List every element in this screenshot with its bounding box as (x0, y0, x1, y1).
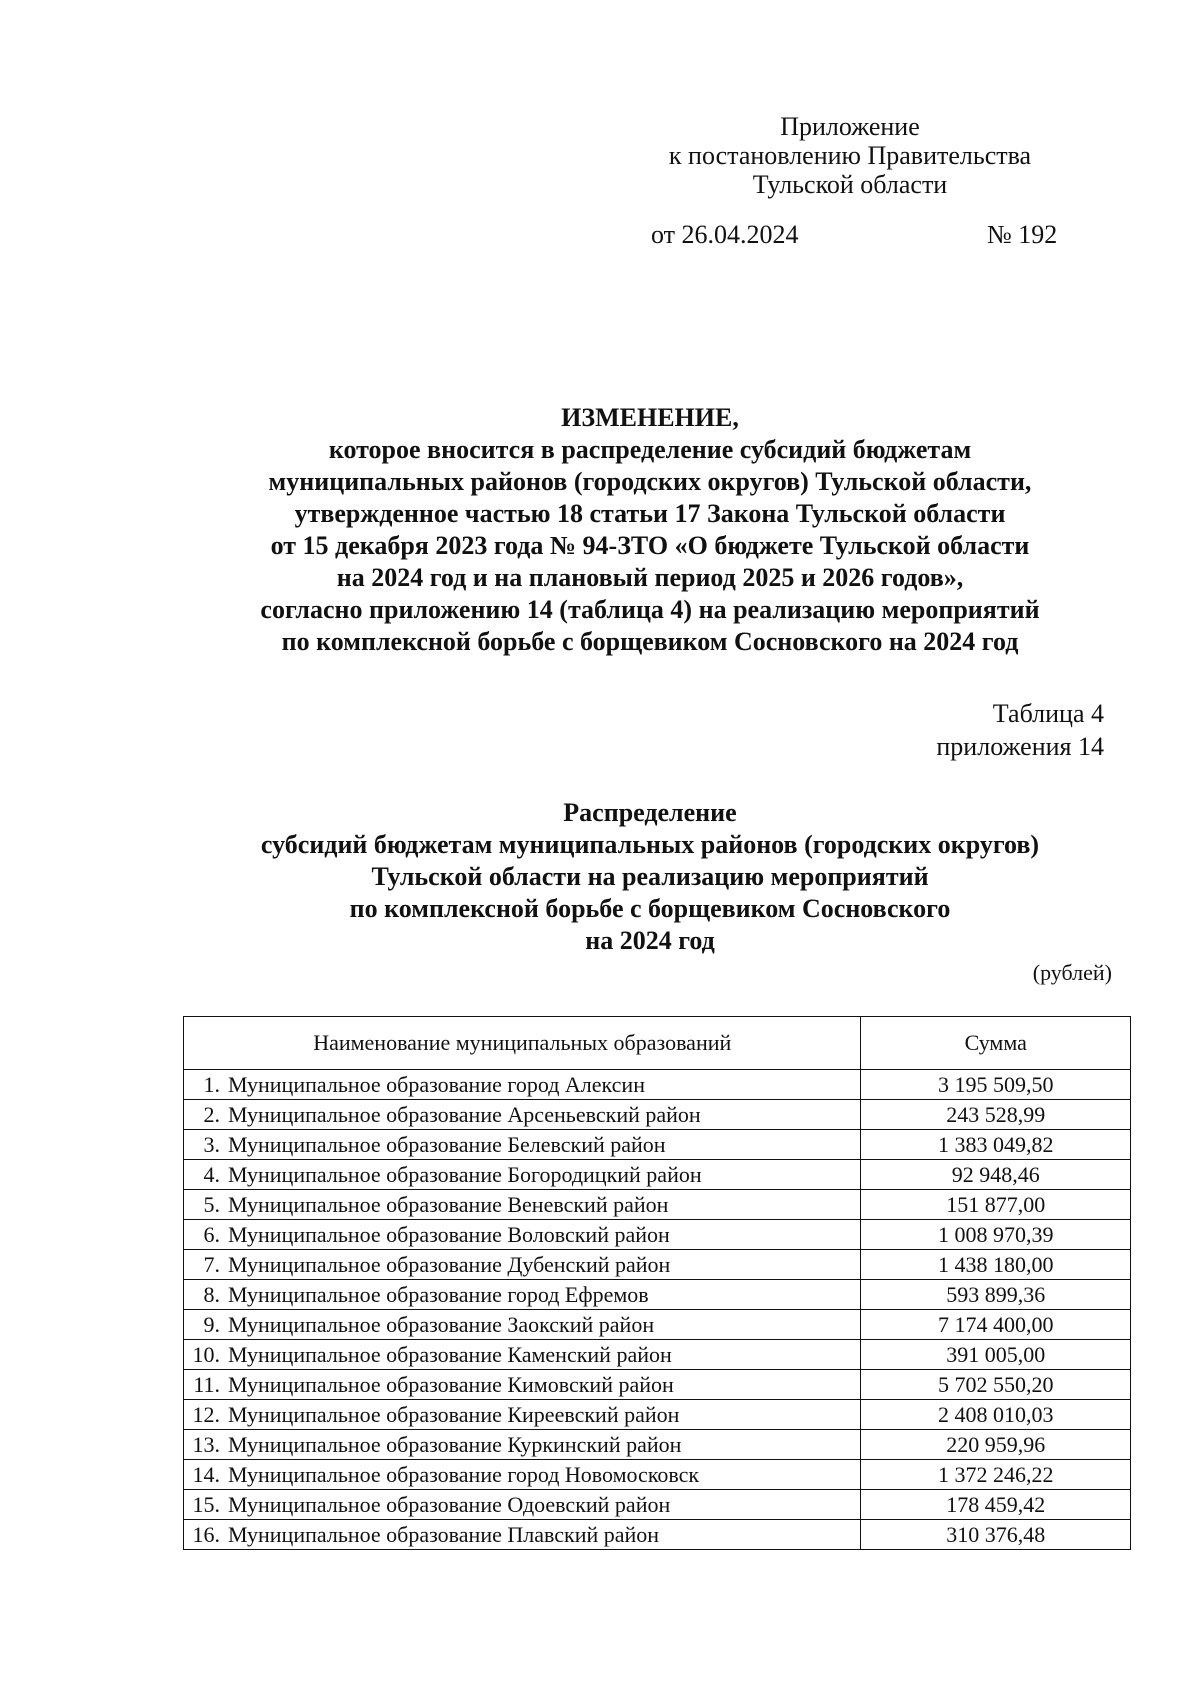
decree-number: № 192 (987, 220, 1058, 249)
row-number: 2. (203, 1102, 220, 1127)
heading-line: по комплексной борьбе с борщевиком Сосновского на 2024 год (281, 627, 1019, 656)
row-number: 15. (192, 1492, 220, 1517)
amount-cell: 220 959,96 (861, 1430, 1131, 1460)
table-ref-line: Таблица 4 (992, 699, 1104, 728)
header-amount: Сумма (861, 1017, 1131, 1070)
amount-cell: 92 948,46 (861, 1160, 1131, 1190)
municipality-name: Муниципальное образование Киреевский район (228, 1402, 680, 1427)
municipality-cell (184, 1070, 861, 1100)
appendix-line: к постановлению Правительства (668, 141, 1032, 170)
municipality-name: Муниципальное образование Каменский район (228, 1342, 672, 1367)
table-row (184, 1490, 1131, 1520)
table-title (120, 797, 1180, 957)
heading-line: на 2024 год и на плановый период 2025 и 2026 годов», (336, 563, 964, 592)
table-row (184, 1520, 1131, 1550)
subheading-line: Распределение (563, 798, 737, 827)
table-ref-line: приложения 14 (936, 732, 1104, 761)
municipality-name: Муниципальное образование Куркинский район (228, 1432, 682, 1457)
municipality-cell (184, 1100, 861, 1130)
table-row (184, 1370, 1131, 1400)
amount-cell: 1 383 049,82 (861, 1130, 1131, 1160)
amount-cell: 1 008 970,39 (861, 1220, 1131, 1250)
distribution-table (183, 1016, 1131, 1550)
row-number: 12. (192, 1402, 220, 1427)
row-number: 4. (203, 1162, 220, 1187)
table-row (184, 1430, 1131, 1460)
table-row (184, 1310, 1131, 1340)
row-number: 6. (203, 1222, 220, 1247)
heading-line: которое вносится в распределение субсидий бюджетам (328, 435, 972, 464)
table-row (184, 1460, 1131, 1490)
amount-cell: 593 899,36 (861, 1280, 1131, 1310)
row-number: 13. (192, 1432, 220, 1457)
appendix-block (630, 112, 1070, 199)
amount-cell: 7 174 400,00 (861, 1310, 1131, 1340)
document-heading (120, 402, 1180, 658)
table-row (184, 1130, 1131, 1160)
amount-cell: 178 459,42 (861, 1490, 1131, 1520)
row-number: 11. (193, 1372, 220, 1397)
row-number: 8. (203, 1282, 220, 1307)
municipality-cell (184, 1130, 861, 1160)
table-row (184, 1280, 1131, 1310)
amount-cell: 2 408 010,03 (861, 1400, 1131, 1430)
subheading-line: Тульской области на реализацию мероприятий (371, 862, 929, 891)
row-number: 16. (192, 1522, 220, 1547)
municipality-name: Муниципальное образование Одоевский район (228, 1492, 671, 1517)
heading-line: муниципальных районов (городских округов) Тульской области, (268, 467, 1032, 496)
municipality-name: Муниципальное образование Богородицкий район (228, 1162, 702, 1187)
amount-cell: 243 528,99 (861, 1100, 1131, 1130)
municipality-cell (184, 1430, 861, 1460)
table-row (184, 1100, 1131, 1130)
amount-cell: 1 372 246,22 (861, 1460, 1131, 1490)
subheading-line: субсидий бюджетам муниципальных районов (городских округов) (260, 830, 1040, 859)
table-row (184, 1400, 1131, 1430)
municipality-cell (184, 1280, 861, 1310)
table-body (184, 1070, 1131, 1550)
subheading-line: по комплексной борьбе с борщевиком Сосновского (349, 894, 951, 923)
header-name: Наименование муниципальных образований (184, 1017, 861, 1070)
amount-cell: 1 438 180,00 (861, 1250, 1131, 1280)
table-row (184, 1160, 1131, 1190)
row-number: 1. (203, 1072, 220, 1097)
table-header-row (184, 1017, 1131, 1070)
table-row (184, 1340, 1131, 1370)
decree-date: от 26.04.2024 (651, 220, 799, 249)
municipality-name: Муниципальное образование Заокский район (228, 1312, 655, 1337)
municipality-cell (184, 1370, 861, 1400)
table-row (184, 1190, 1131, 1220)
heading-line: утвержденное частью 18 статьи 17 Закона Тульской области (294, 499, 1006, 528)
units-label: (рублей) (1032, 960, 1112, 985)
municipality-name: Муниципальное образование Дубенский район (228, 1252, 671, 1277)
municipality-name: Муниципальное образование Плавский район (228, 1522, 660, 1547)
amount-cell: 151 877,00 (861, 1190, 1131, 1220)
municipality-name: Муниципальное образование Арсеньевский район (228, 1102, 701, 1127)
municipality-cell (184, 1400, 861, 1430)
municipality-name: Муниципальное образование Белевский район (228, 1132, 666, 1157)
municipality-cell (184, 1340, 861, 1370)
row-number: 9. (203, 1312, 220, 1337)
municipality-cell (184, 1160, 861, 1190)
table-row (184, 1070, 1131, 1100)
municipality-name: Муниципальное образование Воловский район (228, 1222, 670, 1247)
municipality-cell (184, 1520, 861, 1550)
table-row (184, 1250, 1131, 1280)
row-number: 14. (192, 1462, 220, 1487)
amount-cell: 3 195 509,50 (861, 1070, 1131, 1100)
municipality-cell (184, 1310, 861, 1340)
row-number: 5. (203, 1192, 220, 1217)
municipality-cell (184, 1490, 861, 1520)
subheading-line: на 2024 год (585, 926, 715, 955)
amount-cell: 391 005,00 (861, 1340, 1131, 1370)
row-number: 7. (203, 1252, 220, 1277)
municipality-cell (184, 1190, 861, 1220)
heading-line: от 15 декабря 2023 года № 94-ЗТО «О бюджете Тульской области (270, 531, 1030, 560)
heading-title: ИЗМЕНЕНИЕ, (561, 403, 739, 432)
municipality-name: Муниципальное образование Веневский район (228, 1192, 669, 1217)
table-reference (936, 697, 1104, 763)
municipality-cell (184, 1220, 861, 1250)
municipality-cell (184, 1250, 861, 1280)
table-row (184, 1220, 1131, 1250)
row-number: 3. (203, 1132, 220, 1157)
row-number: 10. (192, 1342, 220, 1367)
municipality-name: Муниципальное образование город Алексин (228, 1072, 645, 1097)
appendix-line: Тульской области (752, 170, 948, 199)
amount-cell: 5 702 550,20 (861, 1370, 1131, 1400)
municipality-name: Муниципальное образование Кимовский район (228, 1372, 674, 1397)
amount-cell: 310 376,48 (861, 1520, 1131, 1550)
municipality-cell (184, 1460, 861, 1490)
municipality-name: Муниципальное образование город Ефремов (228, 1282, 649, 1307)
appendix-line: Приложение (780, 112, 920, 141)
heading-line: согласно приложению 14 (таблица 4) на реализацию мероприятий (260, 595, 1040, 624)
municipality-name: Муниципальное образование город Новомосковск (228, 1462, 700, 1487)
